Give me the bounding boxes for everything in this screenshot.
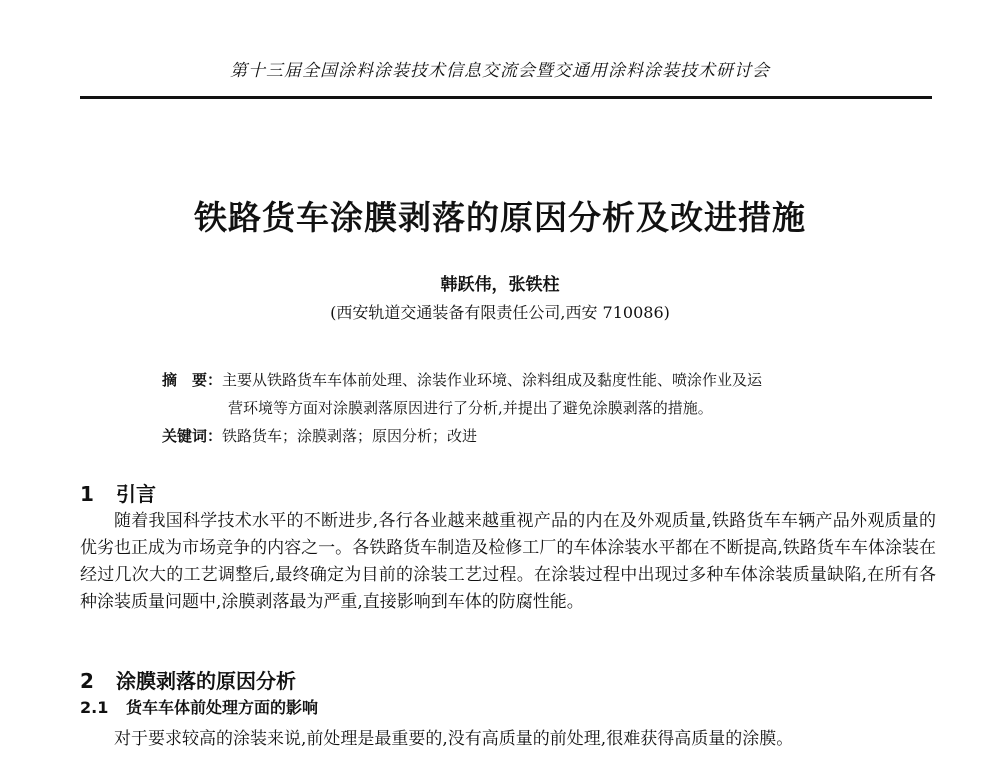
section-2-1-title: 货车车体前处理方面的影响 [126,698,319,717]
section-2-title: 涂膜剥落的原因分析 [116,669,296,693]
section-2-number: 2 [80,669,94,693]
keywords-text: 铁路货车；涂膜剥落；原因分析；改进 [222,427,478,445]
abstract-line-1 [162,366,882,394]
keywords-label: 关键词： [162,427,223,445]
abstract-block [162,366,882,422]
section-2-1-heading [80,695,318,718]
section-2-1-paragraph: 对于要求较高的涂装来说,前处理是最重要的,没有高质量的前处理,很难获得高质量的涂膜。 [114,729,794,749]
abstract-text-2: 营环境等方面对涂膜剥落原因进行了分析,并提出了避免涂膜剥落的措施。 [228,399,713,417]
abstract-label: 摘 要： [162,371,223,389]
header-rule [80,96,932,99]
section-1-heading [80,478,156,507]
paper-title: 铁路货车涂膜剥落的原因分析及改进措施 [194,198,806,237]
section-1-title: 引言 [116,482,156,506]
section-1-paragraph: 随着我国科学技术水平的不断进步,各行各业越来越重视产品的内在及外观质量,铁路货车车辆产品外观质量的优劣也正成为市场竞争的内容之一。各铁路货车制造及检修工厂的车体涂装水平都在不断提高,铁路货车车体涂装在经过几次大的工艺调整后,最终确定为目前的涂装工艺过程。在涂装过程中出现过多种车体涂装质量缺陷,在所有各种涂装质量问题中,涂膜剥落最为严重,直接影响到车体的防腐性能。 [80,511,936,612]
section-2-1-number: 2.1 [80,698,109,717]
section-1-number: 1 [80,482,94,506]
section-2-heading [80,665,296,694]
paper-authors: 韩跃伟，张铁柱 [440,275,560,295]
abstract-text-1: 主要从铁路货车车体前处理、涂装作业环境、涂料组成及黏度性能、喷涂作业及运 [222,371,763,389]
running-header: 第十三届全国涂料涂装技术信息交流会暨交通用涂料涂装技术研讨会 [230,61,770,81]
keywords-block [162,425,882,446]
paper-affiliation: (西安轨道交通装备有限责任公司,西安 710086) [330,303,670,322]
